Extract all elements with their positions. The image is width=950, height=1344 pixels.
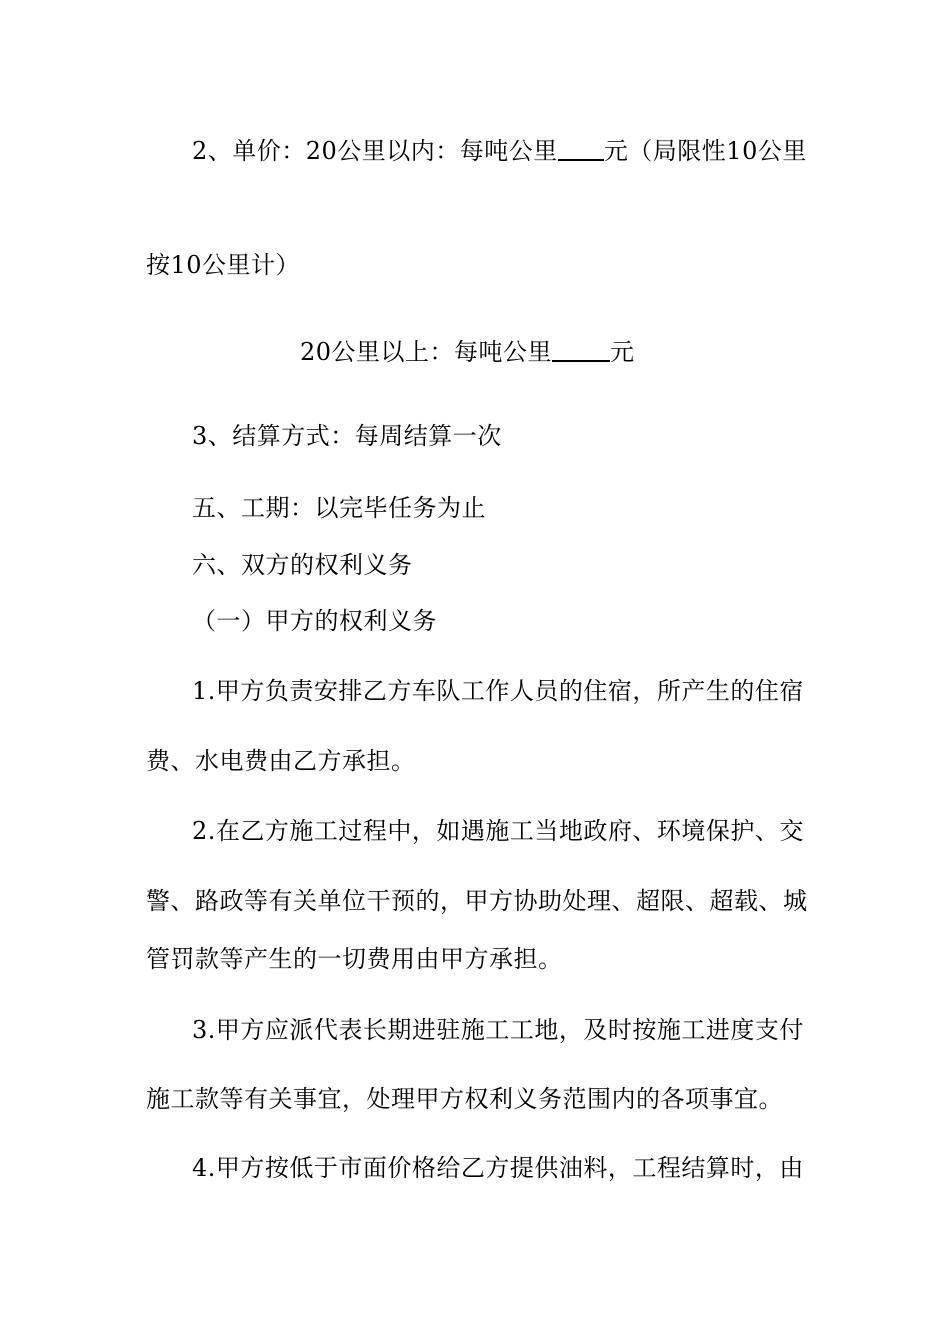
item-2-line-2: 警、路政等有关单位干预的，甲方协助处理、超限、超载、城 [146,887,808,915]
over-20km-label: 20公里以上：每吨公里 [300,338,553,366]
item-3-line-2: 施工款等有关事宜，处理甲方权利义务范围内的各项事宜。 [146,1085,783,1113]
unit-price-suffix: 元（局限性10公里 [603,137,807,165]
unit-price-label: 2、单价：20公里以内：每吨公里 [192,137,558,165]
item-2-line-3: 管罚款等产生的一切费用由甲方承担。 [146,945,563,973]
item-3-line-1: 3.甲方应派代表长期进驻施工工地，及时按施工进度支付 [192,1016,804,1044]
item-1-line-2: 费、水电费由乙方承担。 [146,747,416,775]
price-blank-2 [552,338,610,362]
unit-price-line [192,136,807,166]
item-1-line-1: 1.甲方负责安排乙方车队工作人员的住宿，所产生的住宿 [192,677,804,705]
over-20km-line [300,337,635,367]
item-4-line-1: 4.甲方按低于市面价格给乙方提供油料，工程结算时，由 [192,1154,804,1182]
work-period: 五、工期：以完毕任务为止 [192,494,486,522]
price-blank-1 [558,137,604,161]
over-20km-unit: 元 [610,338,635,366]
party-a-heading: （一）甲方的权利义务 [192,607,437,635]
unit-price-continuation: 按10公里计） [146,251,301,279]
item-2-line-1: 2.在乙方施工过程中，如遇施工当地政府、环境保护、交 [192,817,804,845]
settlement-method: 3、结算方式：每周结算一次 [192,422,502,450]
section-rights-heading: 六、双方的权利义务 [192,551,413,579]
